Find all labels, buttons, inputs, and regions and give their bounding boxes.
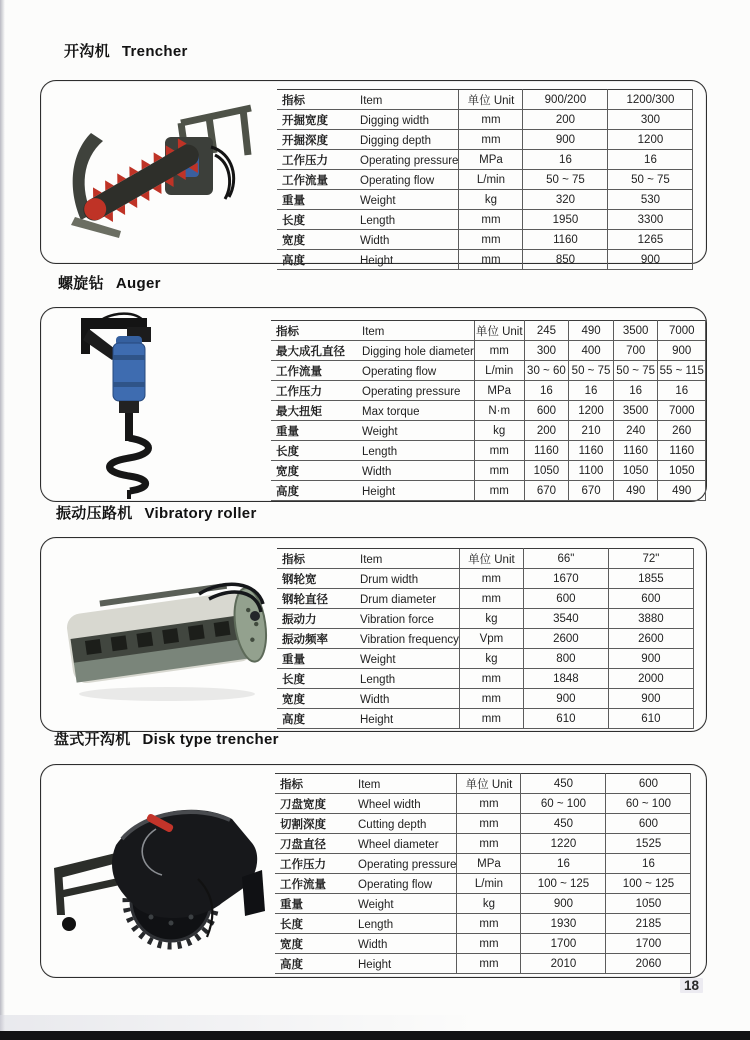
spec-row: [277, 669, 693, 689]
value-cell: 530: [608, 190, 693, 210]
vibratory-roller-photo: [49, 574, 279, 719]
spec-header-row: [271, 321, 706, 341]
trencher-spec-table: [277, 89, 693, 270]
item-cell: 长度 Length: [275, 914, 457, 934]
value-cell: 16: [521, 854, 606, 874]
value-cell: 850: [523, 250, 608, 270]
item-cell: 宽度 Width: [277, 689, 459, 709]
item-cell: 开掘宽度 Digging width: [277, 110, 459, 130]
unit-cell: mm: [459, 110, 523, 130]
value-cell: 1700: [521, 934, 606, 954]
spec-row: [277, 210, 693, 230]
unit-cell: mm: [459, 569, 523, 589]
item-cell: 振动力 Vibration force: [277, 609, 459, 629]
value-cell: 610: [523, 709, 608, 729]
spec-row: [275, 794, 691, 814]
unit-cell: mm: [457, 934, 521, 954]
unit-cell: mm: [459, 250, 523, 270]
unit-cell: mm: [459, 709, 523, 729]
value-cell: 3500: [613, 401, 658, 421]
item-cell: 高度 Height: [277, 709, 459, 729]
spec-row: [277, 250, 693, 270]
section-title-trencher: [64, 40, 188, 61]
spec-row: [275, 814, 691, 834]
value-cell: 16: [523, 150, 608, 170]
disk-trencher-illustration: [46, 783, 276, 963]
spec-header-row: [275, 774, 691, 794]
auger-illustration: [69, 310, 199, 500]
spec-row: [277, 609, 693, 629]
value-cell: 1950: [523, 210, 608, 230]
unit-cell: mm: [457, 814, 521, 834]
item-cell: 最大扭矩 Max torque: [271, 401, 474, 421]
value-cell: 50 ~ 75: [523, 170, 608, 190]
spec-row: [277, 629, 693, 649]
unit-cell: mm: [459, 130, 523, 150]
spec-row: [275, 894, 691, 914]
spec-row: [275, 914, 691, 934]
value-cell: 900: [523, 689, 608, 709]
spec-row: [271, 381, 706, 401]
disk-trencher-spec-table: [275, 773, 691, 974]
unit-cell: mm: [457, 954, 521, 974]
spec-row: [271, 361, 706, 381]
vibratory-roller-illustration: [49, 574, 279, 714]
item-cell: 工作压力 Operating pressure: [271, 381, 474, 401]
unit-cell: kg: [474, 421, 524, 441]
item-cell: 高度 Height: [275, 954, 457, 974]
unit-cell: L/min: [459, 170, 523, 190]
value-cell: 2600: [608, 629, 693, 649]
item-header: 指标 Item: [275, 774, 457, 794]
spec-row: [275, 934, 691, 954]
unit-header: 单位 Unit: [459, 549, 523, 569]
unit-cell: MPa: [459, 150, 523, 170]
model-header: 600: [606, 774, 691, 794]
item-cell: 长度 Length: [277, 210, 459, 230]
value-cell: 1050: [524, 461, 569, 481]
value-cell: 2185: [606, 914, 691, 934]
vibratory-roller-spec-table: [277, 548, 694, 729]
model-header: 900/200: [523, 90, 608, 110]
unit-cell: mm: [459, 589, 523, 609]
scan-edge-left: [0, 0, 5, 1040]
value-cell: 1160: [523, 230, 608, 250]
panel-trencher: [40, 80, 707, 267]
value-cell: 1050: [606, 894, 691, 914]
spec-row: [277, 589, 693, 609]
value-cell: 16: [658, 381, 706, 401]
item-cell: 切割深度 Cutting depth: [275, 814, 457, 834]
title-en: Auger: [115, 275, 161, 292]
item-cell: 振动频率 Vibration frequency: [277, 629, 459, 649]
unit-cell: mm: [459, 210, 523, 230]
value-cell: 800: [523, 649, 608, 669]
spec-row: [271, 481, 706, 501]
value-cell: 240: [613, 421, 658, 441]
item-header: 指标 Item: [277, 549, 459, 569]
item-cell: 重量 Weight: [277, 649, 459, 669]
scan-smudge: [0, 1015, 480, 1031]
item-cell: 重量 Weight: [275, 894, 457, 914]
value-cell: 210: [569, 421, 614, 441]
model-header: 3500: [613, 321, 658, 341]
unit-cell: N·m: [474, 401, 524, 421]
unit-cell: kg: [457, 894, 521, 914]
section-title-disk-trencher: [54, 728, 279, 749]
spec-row: [277, 130, 693, 150]
unit-cell: mm: [474, 481, 524, 501]
item-cell: 宽度 Width: [271, 461, 474, 481]
disk-trencher-photo: [46, 783, 276, 968]
value-cell: 600: [523, 589, 608, 609]
unit-header: 单位 Unit: [474, 321, 524, 341]
model-header: 7000: [658, 321, 706, 341]
value-cell: 3880: [608, 609, 693, 629]
auger-photo: [69, 310, 199, 505]
model-header: 66": [523, 549, 608, 569]
item-cell: 工作流量 Operating flow: [271, 361, 474, 381]
model-header: 72": [608, 549, 693, 569]
value-cell: 50 ~ 75: [613, 361, 658, 381]
spec-row: [277, 170, 693, 190]
value-cell: 200: [524, 421, 569, 441]
value-cell: 670: [569, 481, 614, 501]
unit-cell: kg: [459, 649, 523, 669]
unit-cell: mm: [474, 461, 524, 481]
item-cell: 钢轮宽 Drum width: [277, 569, 459, 589]
spec-row: [277, 190, 693, 210]
value-cell: 900: [608, 250, 693, 270]
title-zh: 螺旋钻: [58, 275, 104, 292]
auger-spec-table: [271, 320, 706, 501]
item-cell: 最大成孔直径 Digging hole diameter: [271, 341, 474, 361]
value-cell: 900: [658, 341, 706, 361]
item-cell: 工作流量 Operating flow: [275, 874, 457, 894]
value-cell: 900: [521, 894, 606, 914]
scan-edge-bar: [0, 1031, 750, 1040]
item-cell: 工作压力 Operating pressure: [275, 854, 457, 874]
item-cell: 宽度 Width: [277, 230, 459, 250]
unit-cell: Vpm: [459, 629, 523, 649]
unit-cell: L/min: [457, 874, 521, 894]
value-cell: 490: [658, 481, 706, 501]
spec-row: [271, 341, 706, 361]
value-cell: 100 ~ 125: [606, 874, 691, 894]
spec-row: [271, 441, 706, 461]
value-cell: 320: [523, 190, 608, 210]
title-en: Trencher: [121, 43, 188, 60]
trencher-photo: [59, 93, 269, 256]
unit-cell: mm: [457, 834, 521, 854]
item-header: 指标 Item: [271, 321, 474, 341]
item-cell: 开掘深度 Digging depth: [277, 130, 459, 150]
item-cell: 重量 Weight: [271, 421, 474, 441]
item-cell: 重量 Weight: [277, 190, 459, 210]
value-cell: 600: [606, 814, 691, 834]
value-cell: 400: [569, 341, 614, 361]
title-en: Vibratory roller: [144, 505, 257, 522]
item-cell: 刀盘宽度 Wheel width: [275, 794, 457, 814]
unit-cell: mm: [457, 794, 521, 814]
value-cell: 2000: [608, 669, 693, 689]
model-header: 245: [524, 321, 569, 341]
value-cell: 700: [613, 341, 658, 361]
value-cell: 300: [608, 110, 693, 130]
item-cell: 长度 Length: [271, 441, 474, 461]
panel-vibratory-roller: [40, 537, 707, 732]
unit-header: 单位 Unit: [459, 90, 523, 110]
unit-cell: kg: [459, 190, 523, 210]
spec-row: [275, 874, 691, 894]
unit-cell: mm: [459, 230, 523, 250]
value-cell: 900: [523, 130, 608, 150]
value-cell: 670: [524, 481, 569, 501]
value-cell: 16: [608, 150, 693, 170]
item-cell: 宽度 Width: [275, 934, 457, 954]
value-cell: 2010: [521, 954, 606, 974]
value-cell: 1160: [524, 441, 569, 461]
unit-cell: mm: [474, 441, 524, 461]
spec-row: [277, 110, 693, 130]
value-cell: 100 ~ 125: [521, 874, 606, 894]
value-cell: 50 ~ 75: [569, 361, 614, 381]
value-cell: 1265: [608, 230, 693, 250]
item-cell: 工作流量 Operating flow: [277, 170, 459, 190]
value-cell: 1200: [608, 130, 693, 150]
value-cell: 1848: [523, 669, 608, 689]
spec-row: [277, 709, 693, 729]
value-cell: 1100: [569, 461, 614, 481]
model-header: 1200/300: [608, 90, 693, 110]
value-cell: 450: [521, 814, 606, 834]
value-cell: 1160: [569, 441, 614, 461]
item-cell: 工作压力 Operating pressure: [277, 150, 459, 170]
value-cell: 16: [606, 854, 691, 874]
unit-cell: kg: [459, 609, 523, 629]
section-title-auger: [58, 272, 161, 293]
spec-header-row: [277, 549, 693, 569]
panel-disk-trencher: [40, 764, 707, 978]
unit-cell: mm: [459, 689, 523, 709]
value-cell: 30 ~ 60: [524, 361, 569, 381]
value-cell: 1050: [658, 461, 706, 481]
item-cell: 高度 Height: [277, 250, 459, 270]
value-cell: 16: [524, 381, 569, 401]
model-header: 490: [569, 321, 614, 341]
value-cell: 60 ~ 100: [606, 794, 691, 814]
value-cell: 60 ~ 100: [521, 794, 606, 814]
value-cell: 200: [523, 110, 608, 130]
spec-row: [271, 461, 706, 481]
page-number: 18: [680, 978, 703, 993]
value-cell: 1160: [658, 441, 706, 461]
section-title-vibratory-roller: [56, 502, 257, 523]
value-cell: 50 ~ 75: [608, 170, 693, 190]
spec-row: [275, 834, 691, 854]
item-header: 指标 Item: [277, 90, 459, 110]
value-cell: 3300: [608, 210, 693, 230]
value-cell: 1200: [569, 401, 614, 421]
value-cell: 610: [608, 709, 693, 729]
value-cell: 1525: [606, 834, 691, 854]
value-cell: 490: [613, 481, 658, 501]
value-cell: 900: [608, 649, 693, 669]
value-cell: 600: [608, 589, 693, 609]
item-cell: 高度 Height: [271, 481, 474, 501]
value-cell: 16: [569, 381, 614, 401]
value-cell: 260: [658, 421, 706, 441]
title-zh: 振动压路机: [56, 505, 133, 522]
value-cell: 1670: [523, 569, 608, 589]
value-cell: 2060: [606, 954, 691, 974]
spec-row: [275, 854, 691, 874]
value-cell: 900: [608, 689, 693, 709]
value-cell: 3540: [523, 609, 608, 629]
spec-header-row: [277, 90, 693, 110]
model-header: 450: [521, 774, 606, 794]
value-cell: 7000: [658, 401, 706, 421]
item-cell: 刀盘直径 Wheel diameter: [275, 834, 457, 854]
unit-cell: L/min: [474, 361, 524, 381]
unit-cell: mm: [459, 669, 523, 689]
value-cell: 600: [524, 401, 569, 421]
spec-row: [271, 401, 706, 421]
unit-cell: mm: [457, 914, 521, 934]
unit-cell: MPa: [474, 381, 524, 401]
value-cell: 300: [524, 341, 569, 361]
value-cell: 2600: [523, 629, 608, 649]
spec-row: [277, 150, 693, 170]
title-zh: 开沟机: [64, 43, 110, 60]
value-cell: 16: [613, 381, 658, 401]
item-cell: 钢轮直径 Drum diameter: [277, 589, 459, 609]
panel-auger: [40, 307, 707, 502]
value-cell: 1930: [521, 914, 606, 934]
value-cell: 1220: [521, 834, 606, 854]
unit-cell: mm: [474, 341, 524, 361]
value-cell: 1855: [608, 569, 693, 589]
spec-row: [277, 689, 693, 709]
spec-row: [277, 230, 693, 250]
value-cell: 1160: [613, 441, 658, 461]
item-cell: 长度 Length: [277, 669, 459, 689]
value-cell: 1700: [606, 934, 691, 954]
unit-header: 单位 Unit: [457, 774, 521, 794]
title-en: Disk type trencher: [142, 731, 279, 748]
spec-row: [277, 649, 693, 669]
title-zh: 盘式开沟机: [54, 731, 131, 748]
spec-row: [271, 421, 706, 441]
value-cell: 1050: [613, 461, 658, 481]
spec-row: [275, 954, 691, 974]
value-cell: 55 ~ 115: [658, 361, 706, 381]
unit-cell: MPa: [457, 854, 521, 874]
trencher-illustration: [59, 93, 269, 251]
spec-row: [277, 569, 693, 589]
